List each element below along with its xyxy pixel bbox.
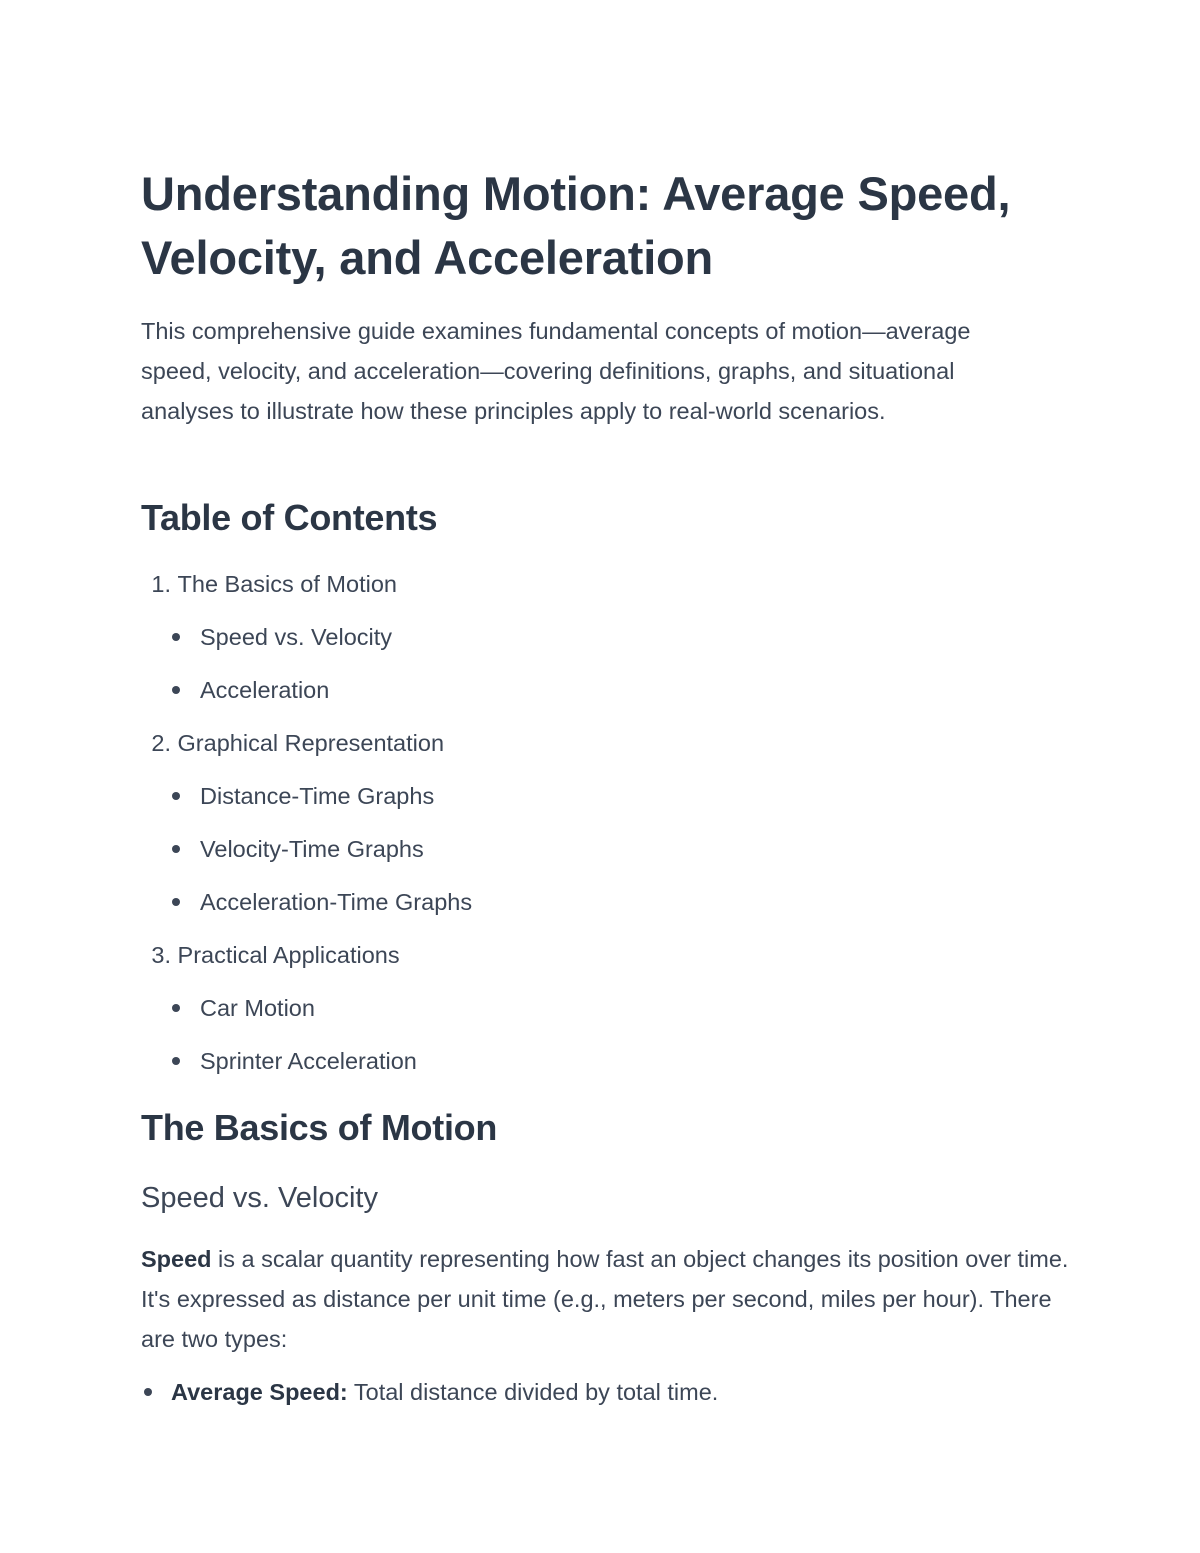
toc-item-label: Car Motion — [200, 995, 315, 1021]
speed-definition: is a scalar quantity representing how fast an object changes its position over time. It's expressed as distance per unit time (e.g., meters per second, miles per hour). There are two types: — [141, 1246, 1069, 1352]
toc-item-acceleration-time[interactable] — [141, 881, 941, 934]
bullet-icon — [172, 792, 180, 800]
toc-item-acceleration[interactable] — [141, 669, 941, 722]
toc-section-number: 1. — [151, 571, 171, 597]
table-of-contents — [141, 563, 941, 1093]
toc-section-practical[interactable] — [141, 934, 941, 987]
toc-section-label: The Basics of Motion — [177, 571, 397, 597]
bullet-icon — [172, 898, 180, 906]
toc-item-sprinter-acceleration[interactable] — [141, 1040, 941, 1093]
bullet-icon — [172, 633, 180, 641]
list-item-average-speed — [141, 1372, 1071, 1412]
toc-heading: Table of Contents — [141, 497, 438, 538]
toc-item-label: Sprinter Acceleration — [200, 1048, 417, 1074]
bullet-icon — [172, 1004, 180, 1012]
toc-section-number: 2. — [151, 730, 171, 756]
toc-item-car-motion[interactable] — [141, 987, 941, 1040]
toc-item-label: Acceleration-Time Graphs — [200, 889, 473, 915]
toc-section-label: Graphical Representation — [177, 730, 445, 756]
toc-item-velocity-time[interactable] — [141, 828, 941, 881]
toc-item-label: Acceleration — [200, 677, 330, 703]
document-title: Understanding Motion: Average Speed, Velocity, and Acceleration — [141, 167, 1011, 284]
toc-item-label: Distance-Time Graphs — [200, 783, 435, 809]
toc-section-basics[interactable] — [141, 563, 941, 616]
intro-paragraph: This comprehensive guide examines fundamental concepts of motion—average speed, velocity, and acceleration—covering definitions, graphs, and situational analyses to illustrate how these principles apply to real-world scenarios. — [141, 318, 971, 424]
speed-term: Speed — [141, 1246, 212, 1272]
average-speed-definition: Total distance divided by total time. — [347, 1379, 719, 1405]
bullet-icon — [172, 845, 180, 853]
toc-item-label: Velocity-Time Graphs — [200, 836, 424, 862]
toc-section-number: 3. — [151, 942, 171, 968]
toc-item-distance-time[interactable] — [141, 775, 941, 828]
average-speed-term: Average Speed: — [171, 1379, 348, 1405]
subheading-speed-vs-velocity: Speed vs. Velocity — [141, 1182, 378, 1214]
toc-section-label: Practical Applications — [177, 942, 400, 968]
toc-section-graphical[interactable] — [141, 722, 941, 775]
bullet-icon — [144, 1388, 152, 1396]
toc-item-speed-vs-velocity[interactable] — [141, 616, 941, 669]
section-heading-basics: The Basics of Motion — [141, 1107, 498, 1148]
bullet-icon — [172, 686, 180, 694]
toc-item-label: Speed vs. Velocity — [200, 624, 393, 650]
bullet-icon — [172, 1057, 180, 1065]
speed-paragraph — [141, 1239, 1071, 1359]
